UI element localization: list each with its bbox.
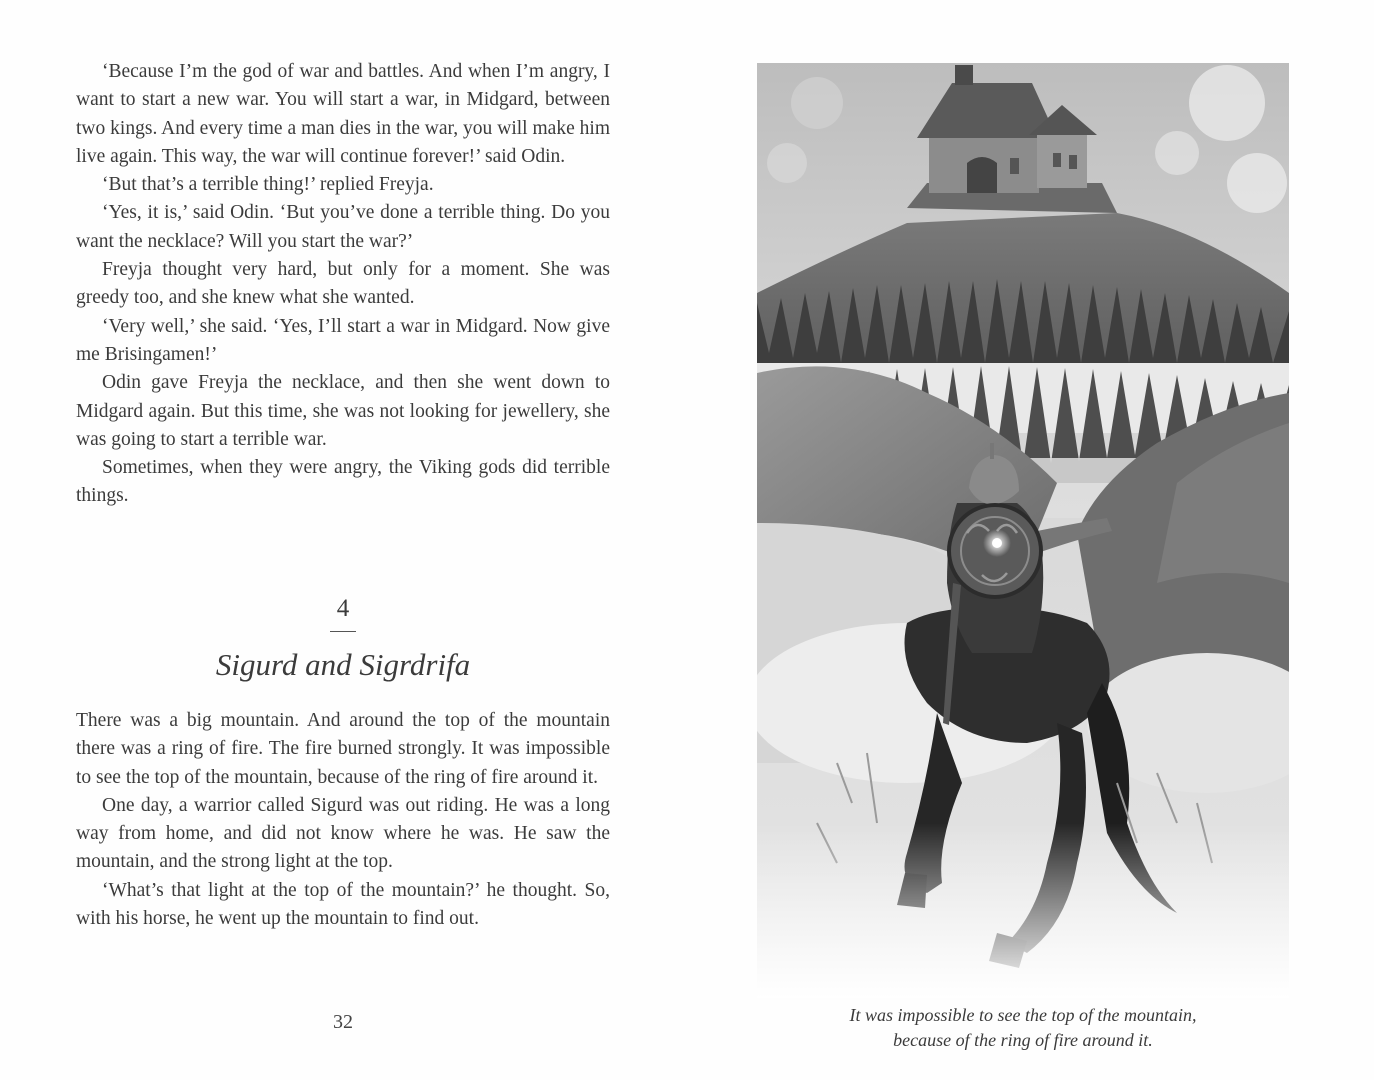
chapter-number: 4 <box>336 595 350 622</box>
paragraph: Odin gave Freyja the necklace, and then she went down to Midgard again. But this time, she was not looking for jewellery, she was going to start a terrible war. <box>76 372 610 450</box>
chapter-title: Sigurd and Sigrdrifa <box>215 647 471 682</box>
paragraph: ‘Very well,’ she said. ‘Yes, I’ll start a war in Midgard. Now give me Brisingamen!’ <box>76 315 610 365</box>
paragraph: There was a big mountain. And around the top of the mountain there was a ring of fire. The fire burned strongly. It was impossible to see the top of the mountain, because of the ring of fire around it. <box>76 710 610 788</box>
paragraph: One day, a warrior called Sigurd was out riding. He was a long way from home, and did not know where he was. He saw the mountain, and the strong light at the top. <box>76 794 610 873</box>
caption-line: It was impossible to see the top of the mountain, <box>849 1005 1197 1025</box>
right-page <box>687 0 1374 1080</box>
paragraph: ‘What’s that light at the top of the mountain?’ he thought. So, with his horse, he went up the mountain to find out. <box>76 879 610 930</box>
illustration-svg <box>757 63 1289 998</box>
lower-text-block <box>76 707 610 933</box>
chapter-divider <box>330 631 356 632</box>
illustration-warrior-on-horse <box>757 63 1289 998</box>
paragraph: ‘Because I’m the god of war and battles. And when I’m angry, I want to start a new war. You will start a war, in Midgard, between two kings. And every time a man dies in the war, you will make him live again. This way, the war will continue forever!’ said Odin. <box>76 61 610 167</box>
page-number: 32 <box>333 1011 353 1033</box>
illustration-caption <box>757 1003 1289 1053</box>
paragraph: Freyja thought very hard, but only for a moment. She was greedy too, and she knew what she wanted. <box>76 259 610 309</box>
upper-text-block <box>76 58 610 511</box>
paragraph: Sometimes, when they were angry, the Viking gods did terrible things. <box>76 457 610 507</box>
caption-line: because of the ring of fire around it. <box>893 1030 1153 1050</box>
paragraph: ‘Yes, it is,’ said Odin. ‘But you’ve done a terrible thing. Do you want the necklace? Will you start the war?’ <box>76 202 610 252</box>
paragraph: ‘But that’s a terrible thing!’ replied Freyja. <box>102 174 434 196</box>
